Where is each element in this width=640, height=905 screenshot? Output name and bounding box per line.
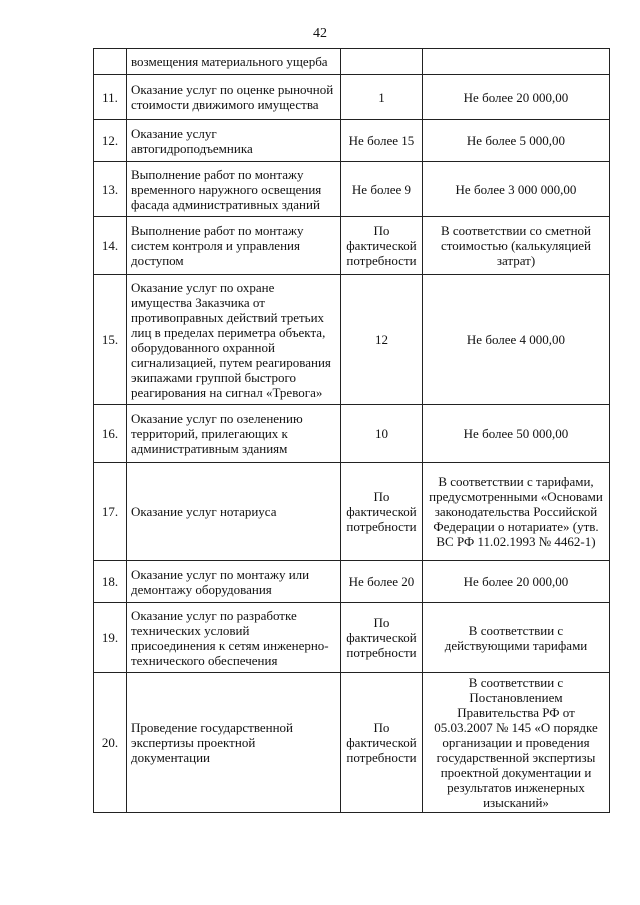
service-price: Не более 20 000,00 (423, 75, 610, 120)
service-quantity: По фактической потребности (341, 217, 423, 275)
row-number: 12. (94, 120, 127, 162)
service-name: Оказание услуг по монтажу или демонтажу оборудования (127, 561, 341, 603)
row-number: 15. (94, 275, 127, 405)
table-row (94, 162, 610, 217)
service-quantity: 1 (341, 75, 423, 120)
page-number: 42 (313, 26, 327, 41)
service-quantity: По фактической потребности (341, 673, 423, 813)
row-number: 18. (94, 561, 127, 603)
service-name: Проведение государственной экспертизы проектной документации (127, 673, 341, 813)
row-number: 17. (94, 463, 127, 561)
service-quantity: Не более 9 (341, 162, 423, 217)
service-price: В соответствии со сметной стоимостью (калькуляцией затрат) (423, 217, 610, 275)
service-price: Не более 5 000,00 (423, 120, 610, 162)
table-row (94, 120, 610, 162)
service-quantity: 12 (341, 275, 423, 405)
service-name: Оказание услуг автогидроподъемника (127, 120, 341, 162)
row-number: 13. (94, 162, 127, 217)
row-number: 11. (94, 75, 127, 120)
service-price: В соответствии с тарифами, предусмотренными «Основами законодательства Российской Федерации о нотариате» (утв. ВС РФ 11.02.1993 № 4462-1) (423, 463, 610, 561)
service-price: Не более 3 000 000,00 (423, 162, 610, 217)
row-number (94, 49, 127, 75)
table-row (94, 405, 610, 463)
row-number: 19. (94, 603, 127, 673)
service-price: Не более 4 000,00 (423, 275, 610, 405)
services-table (93, 48, 610, 813)
table-row (94, 561, 610, 603)
service-price: В соответствии с Постановлением Правительства РФ от 05.03.2007 № 145 «О порядке организации и проведения государственной экспертизы проектной документации и результатов инженерных изысканий» (423, 673, 610, 813)
service-quantity: Не более 20 (341, 561, 423, 603)
service-name: Оказание услуг нотариуса (127, 463, 341, 561)
service-quantity: По фактической потребности (341, 603, 423, 673)
service-price: Не более 50 000,00 (423, 405, 610, 463)
table-row (94, 75, 610, 120)
service-name: Оказание услуг по охране имущества Заказчика от противоправных действий третьих лиц в пределах периметра объекта, оборудованного охранной сигнализацией, путем реагирования экипажами группой быстрого реагирования на сигнал «Тревога» (127, 275, 341, 405)
row-number: 20. (94, 673, 127, 813)
service-name: Выполнение работ по монтажу систем контроля и управления доступом (127, 217, 341, 275)
service-name: возмещения материального ущерба (127, 49, 341, 75)
service-quantity (341, 49, 423, 75)
service-price: В соответствии с действующими тарифами (423, 603, 610, 673)
table-row (94, 673, 610, 813)
service-price (423, 49, 610, 75)
service-quantity: Не более 15 (341, 120, 423, 162)
row-number: 14. (94, 217, 127, 275)
service-quantity: 10 (341, 405, 423, 463)
service-name: Оказание услуг по озеленению территорий, прилегающих к административным зданиям (127, 405, 341, 463)
service-name: Оказание услуг по оценке рыночной стоимости движимого имущества (127, 75, 341, 120)
service-price: Не более 20 000,00 (423, 561, 610, 603)
table-row (94, 217, 610, 275)
table-row (94, 603, 610, 673)
table-row (94, 463, 610, 561)
service-name: Выполнение работ по монтажу временного наружного освещения фасада административных зданий (127, 162, 341, 217)
row-number: 16. (94, 405, 127, 463)
table-row (94, 275, 610, 405)
service-quantity: По фактической потребности (341, 463, 423, 561)
service-name: Оказание услуг по разработке технических условий присоединения к сетям инженерно-технического обеспечения (127, 603, 341, 673)
table-row (94, 49, 610, 75)
